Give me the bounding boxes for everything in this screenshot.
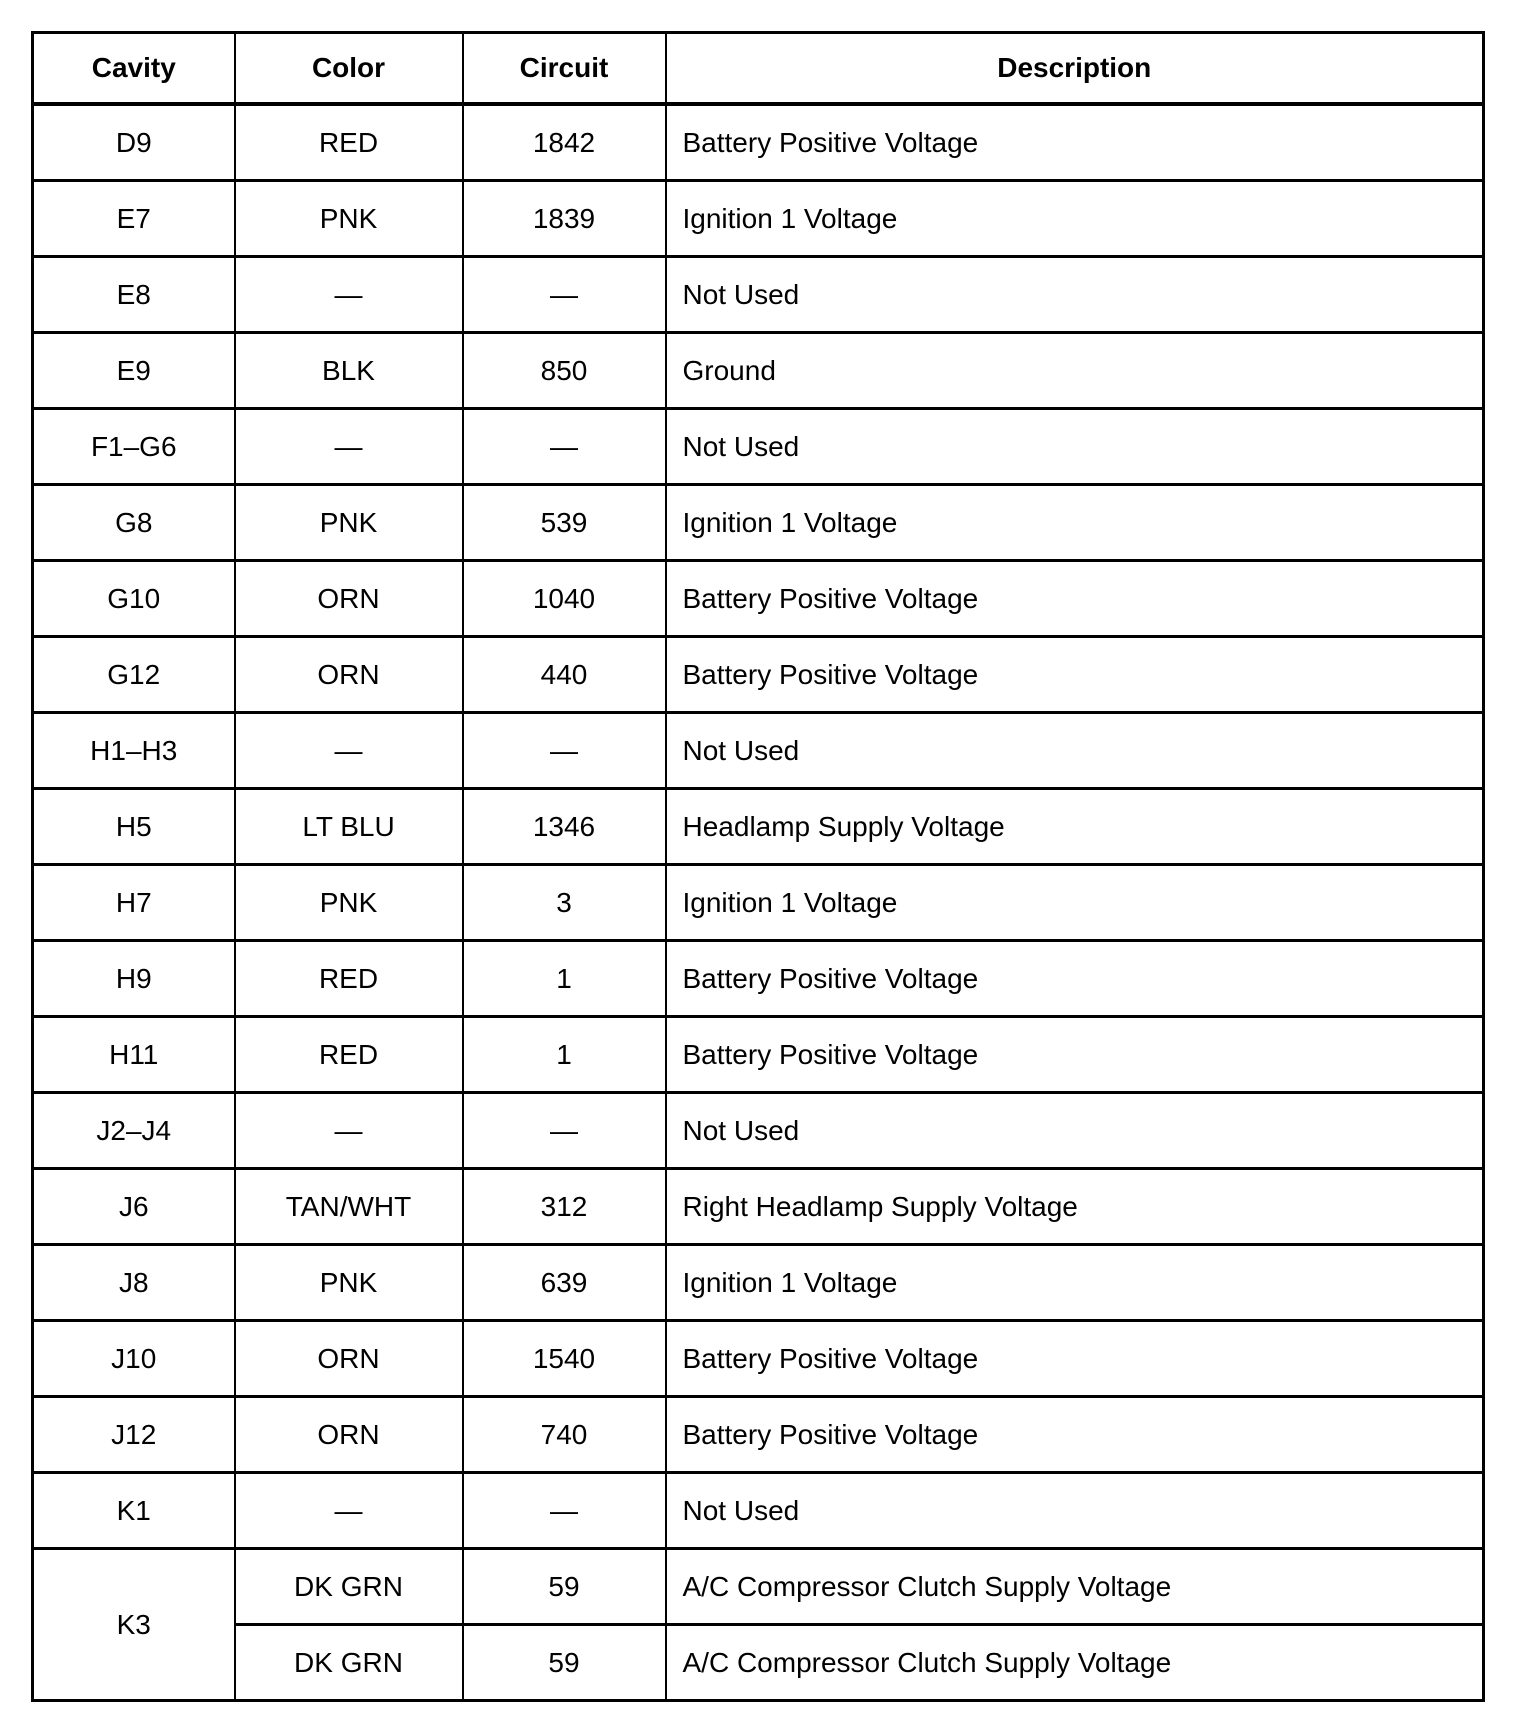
table-row bbox=[33, 941, 1484, 1017]
header-row bbox=[33, 33, 1484, 105]
color-cell: — bbox=[235, 257, 463, 333]
table-row bbox=[33, 181, 1484, 257]
description-cell: Ground bbox=[666, 333, 1484, 409]
table-row bbox=[33, 333, 1484, 409]
color-header: Color bbox=[235, 33, 463, 105]
cavity-header: Cavity bbox=[33, 33, 235, 105]
description-cell: Ignition 1 Voltage bbox=[666, 485, 1484, 561]
table-row bbox=[33, 1473, 1484, 1549]
description-cell: A/C Compressor Clutch Supply Voltage bbox=[666, 1625, 1484, 1701]
description-cell: Ignition 1 Voltage bbox=[666, 865, 1484, 941]
cavity-cell: H7 bbox=[33, 865, 235, 941]
circuit-cell: 1839 bbox=[463, 181, 666, 257]
description-cell: Not Used bbox=[666, 1093, 1484, 1169]
cavity-cell: G10 bbox=[33, 561, 235, 637]
description-cell: Battery Positive Voltage bbox=[666, 104, 1484, 181]
circuit-cell: 440 bbox=[463, 637, 666, 713]
color-cell: RED bbox=[235, 104, 463, 181]
table-row bbox=[33, 561, 1484, 637]
table-row bbox=[33, 104, 1484, 181]
cavity-cell: E8 bbox=[33, 257, 235, 333]
table-row bbox=[33, 1625, 1484, 1701]
cavity-cell: D9 bbox=[33, 104, 235, 181]
table-row bbox=[33, 1549, 1484, 1625]
cavity-cell: J8 bbox=[33, 1245, 235, 1321]
circuit-cell: — bbox=[463, 1093, 666, 1169]
color-cell: RED bbox=[235, 941, 463, 1017]
color-cell: ORN bbox=[235, 1321, 463, 1397]
circuit-cell: 1346 bbox=[463, 789, 666, 865]
description-cell: Battery Positive Voltage bbox=[666, 1017, 1484, 1093]
cavity-cell: K3 bbox=[33, 1549, 235, 1701]
cavity-cell: H9 bbox=[33, 941, 235, 1017]
table-row bbox=[33, 1017, 1484, 1093]
circuit-cell: 850 bbox=[463, 333, 666, 409]
circuit-cell: — bbox=[463, 257, 666, 333]
circuit-cell: — bbox=[463, 409, 666, 485]
circuit-cell: — bbox=[463, 1473, 666, 1549]
color-cell: LT BLU bbox=[235, 789, 463, 865]
cavity-cell: J10 bbox=[33, 1321, 235, 1397]
circuit-header: Circuit bbox=[463, 33, 666, 105]
description-cell: Right Headlamp Supply Voltage bbox=[666, 1169, 1484, 1245]
circuit-cell: 312 bbox=[463, 1169, 666, 1245]
circuit-cell: — bbox=[463, 713, 666, 789]
table-row bbox=[33, 1169, 1484, 1245]
color-cell: — bbox=[235, 713, 463, 789]
cavity-cell: H5 bbox=[33, 789, 235, 865]
cavity-cell: E7 bbox=[33, 181, 235, 257]
circuit-cell: 1 bbox=[463, 1017, 666, 1093]
circuit-cell: 740 bbox=[463, 1397, 666, 1473]
circuit-cell: 3 bbox=[463, 865, 666, 941]
table-row bbox=[33, 637, 1484, 713]
cavity-cell: J6 bbox=[33, 1169, 235, 1245]
circuit-cell: 539 bbox=[463, 485, 666, 561]
connector-pinout-table bbox=[31, 31, 1485, 1702]
description-header: Description bbox=[666, 33, 1484, 105]
color-cell: PNK bbox=[235, 181, 463, 257]
color-cell: PNK bbox=[235, 1245, 463, 1321]
circuit-cell: 1540 bbox=[463, 1321, 666, 1397]
table-header bbox=[33, 33, 1484, 105]
cavity-cell: H1–H3 bbox=[33, 713, 235, 789]
table-row bbox=[33, 789, 1484, 865]
color-cell: ORN bbox=[235, 561, 463, 637]
color-cell: TAN/WHT bbox=[235, 1169, 463, 1245]
cavity-cell: E9 bbox=[33, 333, 235, 409]
color-cell: — bbox=[235, 1093, 463, 1169]
circuit-cell: 639 bbox=[463, 1245, 666, 1321]
cavity-cell: K1 bbox=[33, 1473, 235, 1549]
table-row bbox=[33, 865, 1484, 941]
color-cell: DK GRN bbox=[235, 1625, 463, 1701]
description-cell: A/C Compressor Clutch Supply Voltage bbox=[666, 1549, 1484, 1625]
table-row bbox=[33, 1397, 1484, 1473]
color-cell: RED bbox=[235, 1017, 463, 1093]
description-cell: Battery Positive Voltage bbox=[666, 1397, 1484, 1473]
table-body bbox=[33, 104, 1484, 1701]
cavity-cell: J2–J4 bbox=[33, 1093, 235, 1169]
description-cell: Battery Positive Voltage bbox=[666, 637, 1484, 713]
table-row bbox=[33, 713, 1484, 789]
color-cell: — bbox=[235, 409, 463, 485]
cavity-cell: G12 bbox=[33, 637, 235, 713]
table-row bbox=[33, 1093, 1484, 1169]
color-cell: PNK bbox=[235, 485, 463, 561]
table-row bbox=[33, 409, 1484, 485]
description-cell: Ignition 1 Voltage bbox=[666, 181, 1484, 257]
description-cell: Battery Positive Voltage bbox=[666, 561, 1484, 637]
description-cell: Ignition 1 Voltage bbox=[666, 1245, 1484, 1321]
circuit-cell: 59 bbox=[463, 1549, 666, 1625]
circuit-cell: 1842 bbox=[463, 104, 666, 181]
cavity-cell: F1–G6 bbox=[33, 409, 235, 485]
description-cell: Headlamp Supply Voltage bbox=[666, 789, 1484, 865]
description-cell: Not Used bbox=[666, 713, 1484, 789]
table-row bbox=[33, 257, 1484, 333]
color-cell: BLK bbox=[235, 333, 463, 409]
description-cell: Not Used bbox=[666, 257, 1484, 333]
color-cell: ORN bbox=[235, 1397, 463, 1473]
color-cell: — bbox=[235, 1473, 463, 1549]
description-cell: Not Used bbox=[666, 1473, 1484, 1549]
table-row bbox=[33, 1245, 1484, 1321]
description-cell: Battery Positive Voltage bbox=[666, 941, 1484, 1017]
circuit-cell: 1040 bbox=[463, 561, 666, 637]
description-cell: Not Used bbox=[666, 409, 1484, 485]
cavity-cell: G8 bbox=[33, 485, 235, 561]
cavity-cell: J12 bbox=[33, 1397, 235, 1473]
description-cell: Battery Positive Voltage bbox=[666, 1321, 1484, 1397]
cavity-cell: H11 bbox=[33, 1017, 235, 1093]
circuit-cell: 1 bbox=[463, 941, 666, 1017]
color-cell: PNK bbox=[235, 865, 463, 941]
color-cell: ORN bbox=[235, 637, 463, 713]
table-row bbox=[33, 1321, 1484, 1397]
table-row bbox=[33, 485, 1484, 561]
circuit-cell: 59 bbox=[463, 1625, 666, 1701]
color-cell: DK GRN bbox=[235, 1549, 463, 1625]
